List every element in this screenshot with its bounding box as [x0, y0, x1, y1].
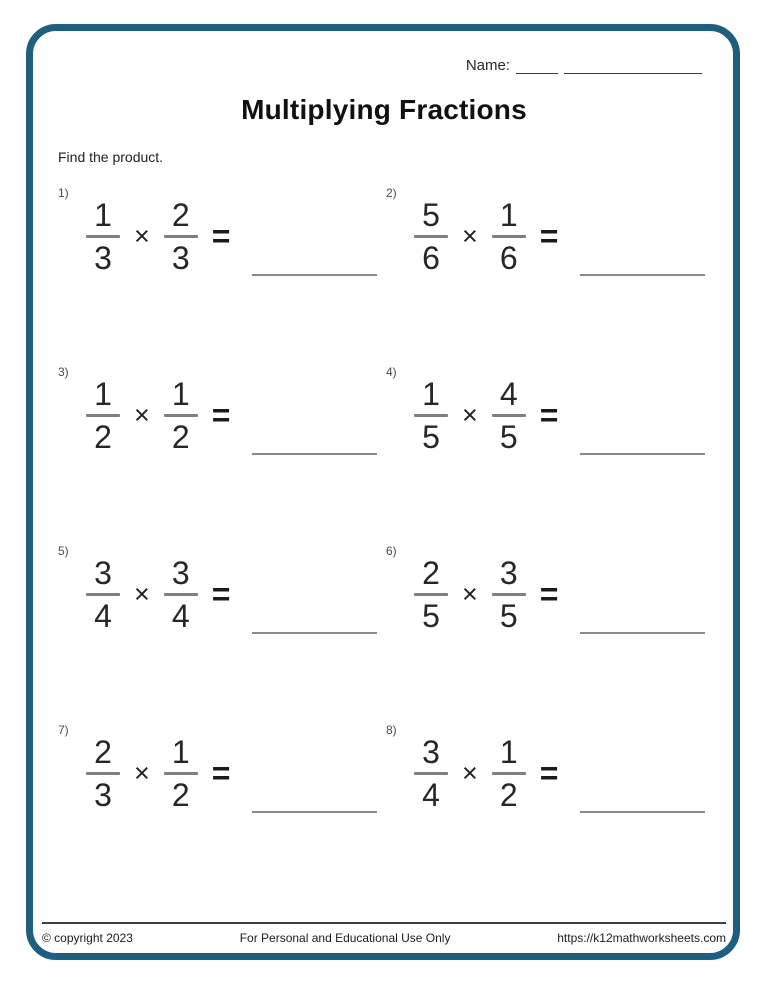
fraction-1 [414, 198, 448, 275]
problem-1 [58, 186, 386, 286]
fraction-2 [164, 377, 198, 454]
page-title: Multiplying Fractions [241, 94, 527, 125]
fraction-bar [164, 414, 198, 417]
answer-blank[interactable] [252, 632, 377, 634]
fraction-bar [414, 772, 448, 775]
fraction-1 [86, 735, 120, 812]
fraction-1-numerator: 1 [94, 196, 112, 233]
equals-sign: = [211, 217, 231, 254]
answer-blank[interactable] [580, 632, 705, 634]
fraction-1 [86, 198, 120, 275]
multiply-icon: × [462, 578, 478, 609]
fraction-1 [414, 556, 448, 633]
fraction-1-numerator: 3 [422, 733, 440, 770]
fraction-1 [86, 377, 120, 454]
problem-7 [58, 723, 386, 823]
fraction-1-denominator: 4 [422, 776, 440, 813]
fraction-bar [164, 235, 198, 238]
problem-number: 3) [58, 365, 69, 379]
fraction-2-denominator: 6 [499, 239, 518, 276]
equals-sign: = [539, 575, 559, 612]
fraction-1-denominator: 6 [422, 239, 440, 276]
answer-blank[interactable] [580, 453, 705, 455]
fraction-bar [86, 772, 120, 775]
fraction-1-numerator: 2 [422, 554, 440, 591]
fraction-2-denominator: 3 [171, 239, 190, 276]
fraction-1-denominator: 5 [422, 418, 440, 455]
fraction-2-numerator: 3 [171, 554, 190, 591]
name-blank[interactable] [564, 58, 702, 74]
problem-8 [386, 723, 714, 823]
multiply-icon: × [462, 757, 478, 788]
instruction-text: Find the product. [58, 149, 164, 165]
equals-sign: = [211, 396, 231, 433]
problem-4 [386, 365, 714, 465]
fraction-2 [492, 735, 526, 812]
problem-number: 5) [58, 544, 69, 558]
fraction-1-denominator: 4 [94, 597, 112, 634]
fraction-1-denominator: 2 [94, 418, 112, 455]
answer-blank[interactable] [252, 811, 377, 813]
problem-2 [386, 186, 714, 286]
fraction-1 [414, 377, 448, 454]
fraction-2-numerator: 1 [171, 375, 190, 412]
fraction-bar [86, 414, 120, 417]
fraction-2-denominator: 2 [171, 418, 190, 455]
fraction-bar [492, 772, 526, 775]
fraction-2-numerator: 1 [171, 733, 190, 770]
fraction-bar [86, 593, 120, 596]
equals-sign: = [539, 217, 559, 254]
fraction-2 [164, 198, 198, 275]
problem-3 [58, 365, 386, 465]
name-label: Name: [465, 57, 510, 74]
fraction-1-denominator: 3 [94, 239, 112, 276]
equals-sign: = [211, 754, 231, 791]
answer-blank[interactable] [252, 274, 377, 276]
fraction-bar [164, 772, 198, 775]
name-blank[interactable] [516, 58, 558, 74]
fraction-2 [164, 556, 198, 633]
multiply-icon: × [462, 399, 478, 430]
fraction-1-numerator: 3 [94, 554, 112, 591]
answer-blank[interactable] [580, 811, 705, 813]
fraction-2-numerator: 2 [171, 196, 190, 233]
fraction-1-numerator: 1 [94, 375, 112, 412]
problem-number: 8) [386, 723, 397, 737]
fraction-bar [414, 235, 448, 238]
fraction-1-numerator: 2 [94, 733, 112, 770]
problem-number: 7) [58, 723, 69, 737]
problem-number: 2) [386, 186, 397, 200]
fraction-bar [86, 235, 120, 238]
multiply-icon: × [134, 578, 150, 609]
fraction-2-numerator: 3 [499, 554, 518, 591]
multiply-icon: × [462, 220, 478, 251]
footer [42, 922, 726, 945]
equals-sign: = [539, 396, 559, 433]
fraction-bar [414, 593, 448, 596]
fraction-2-numerator: 1 [499, 733, 518, 770]
answer-blank[interactable] [252, 453, 377, 455]
problem-number: 6) [386, 544, 397, 558]
fraction-1 [414, 735, 448, 812]
problem-number: 4) [386, 365, 397, 379]
problem-6 [386, 544, 714, 644]
multiply-icon: × [134, 399, 150, 430]
fraction-1 [86, 556, 120, 633]
answer-blank[interactable] [580, 274, 705, 276]
fraction-2-denominator: 5 [499, 597, 518, 634]
fraction-bar [164, 593, 198, 596]
fraction-2-denominator: 4 [171, 597, 190, 634]
fraction-2-denominator: 5 [499, 418, 518, 455]
footer-url: https://k12mathworksheets.com [557, 931, 726, 945]
fraction-2 [164, 735, 198, 812]
fraction-1-numerator: 1 [422, 375, 440, 412]
name-row [466, 57, 702, 74]
fraction-2-numerator: 4 [499, 375, 518, 412]
multiply-icon: × [134, 757, 150, 788]
fraction-1-numerator: 5 [422, 196, 440, 233]
fraction-1-denominator: 5 [422, 597, 440, 634]
problem-5 [58, 544, 386, 644]
footer-usage-note: For Personal and Educational Use Only [239, 931, 451, 945]
equals-sign: = [211, 575, 231, 612]
fraction-2 [492, 556, 526, 633]
fraction-2 [492, 198, 526, 275]
fraction-2-denominator: 2 [499, 776, 518, 813]
fraction-bar [492, 235, 526, 238]
multiply-icon: × [134, 220, 150, 251]
fraction-bar [414, 414, 448, 417]
fraction-2-numerator: 1 [499, 196, 518, 233]
fraction-bar [492, 414, 526, 417]
fraction-bar [492, 593, 526, 596]
fraction-2-denominator: 2 [171, 776, 190, 813]
problems-grid [58, 186, 714, 823]
fraction-2 [492, 377, 526, 454]
equals-sign: = [539, 754, 559, 791]
fraction-1-denominator: 3 [94, 776, 112, 813]
problem-number: 1) [58, 186, 69, 200]
footer-copyright: © copyright 2023 [42, 931, 133, 945]
